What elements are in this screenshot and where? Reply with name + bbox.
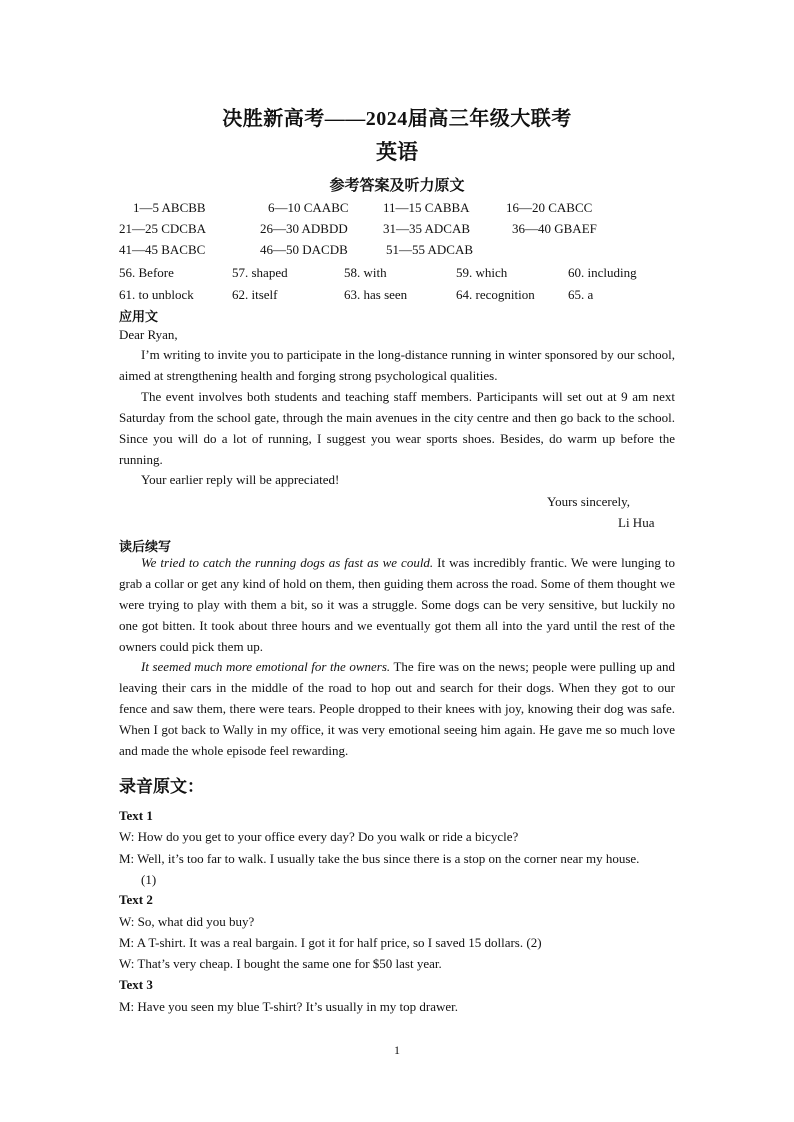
answer-item: 58. with [344, 265, 387, 280]
letter-paragraph: The event involves both students and teaching staff members. Participants will set out at 9 am next Saturday from the school gate, through the main avenues in the city centre and then go back to the school. Since you will do a lot of running, I suggest you wear sports shoes. Besides, do warm up before the running. [119, 389, 675, 467]
answer-key-subtitle: 参考答案及听力原文 [329, 178, 465, 194]
story-lead-sentence: We tried to catch the running dogs as fast as we could. [141, 555, 434, 570]
story-paragraph [119, 553, 675, 658]
page-number: 1 [394, 1043, 400, 1057]
answer-group: 41—45 BACBC [119, 242, 206, 257]
answer-item: 57. shaped [232, 265, 288, 280]
answer-item: 62. itself [232, 287, 278, 302]
answer-item: 60. including [568, 265, 637, 280]
story-text: It was incredibly frantic. We were lunging to grab a collar or get any kind of hold on them, then guiding them across the road. Some of them thought we were trying to play with them a bit, so it was a struggle. Some dogs can be very sensitive, but luckily no one got bitten. It took about three hours and we eventually got them all into the yard until the rest of the owners could pick them up. [119, 555, 675, 654]
dialogue-line: M: A T-shirt. It was a real bargain. I got it for half price, so I saved 15 dollars. (2) [119, 935, 542, 950]
letter-paragraph: Your earlier reply will be appreciated! [141, 472, 340, 487]
transcript-text-title: Text 3 [119, 977, 153, 992]
answer-item: 59. which [456, 265, 508, 280]
answer-group: 16—20 CABCC [506, 200, 593, 215]
answer-group: 6—10 CAABC [268, 200, 349, 215]
answer-group: 46—50 DACDB [260, 242, 348, 257]
section-heading-writing: 应用文 [119, 309, 159, 324]
transcript-text-title: Text 2 [119, 892, 153, 907]
dialogue-line: W: How do you get to your office every day? Do you walk or ride a bicycle? [119, 829, 519, 844]
section-heading-transcript: 录音原文： [119, 777, 204, 796]
dialogue-line: M: Well, it’s too far to walk. I usually take the bus since there is a stop on the corner near my house. [119, 851, 640, 866]
section-heading-continuation: 读后续写 [119, 539, 172, 554]
letter-signature: Li Hua [618, 515, 655, 530]
transcript-text-title: Text 1 [119, 808, 153, 823]
answer-item: 64. recognition [456, 287, 535, 302]
answer-item: 63. has seen [344, 287, 408, 302]
dialogue-line-continuation: (1) [141, 872, 157, 887]
answer-group: 36—40 GBAEF [512, 221, 597, 236]
letter-paragraph: I’m writing to invite you to participate in the long-distance running in winter sponsored by our school, aimed at strengthening health and forging strong psychological qualities. [119, 347, 675, 383]
answer-group: 26—30 ADBDD [260, 221, 348, 236]
answer-item: 65. a [568, 287, 594, 302]
answer-group: 21—25 CDCBA [119, 221, 207, 236]
dialogue-line: W: So, what did you buy? [119, 914, 255, 929]
dialogue-line: W: That’s very cheap. I bought the same one for $50 last year. [119, 956, 442, 971]
subject-title: 英语 [376, 140, 418, 164]
story-lead-sentence: It seemed much more emotional for the owners. [141, 659, 391, 674]
letter-closing: Yours sincerely, [547, 494, 631, 509]
answer-group: 11—15 CABBA [383, 200, 470, 215]
answer-group: 51—55 ADCAB [386, 242, 474, 257]
answer-group: 31—35 ADCAB [383, 221, 471, 236]
story-text: The fire was on the news; people were pulling up and leaving their cars in the middle of the road to hop out and search for their dogs. When they got to our fence and saw them, there were tears. People dropped to their knees with joy, knowing their dog was safe. When I got back to Wally in my office, it was very emotional seeing him again. He gave me so much love and made the whole episode feel rewarding. [119, 659, 675, 758]
story-paragraph [119, 657, 675, 762]
exam-title: 决胜新高考——2024届高三年级大联考 [222, 108, 572, 130]
answer-group: 1—5 ABCBB [133, 200, 206, 215]
answer-item: 56. Before [119, 265, 174, 280]
dialogue-line: M: Have you seen my blue T-shirt? It’s usually in my top drawer. [119, 999, 459, 1014]
answer-item: 61. to unblock [119, 287, 194, 302]
letter-salutation: Dear Ryan, [119, 327, 178, 342]
